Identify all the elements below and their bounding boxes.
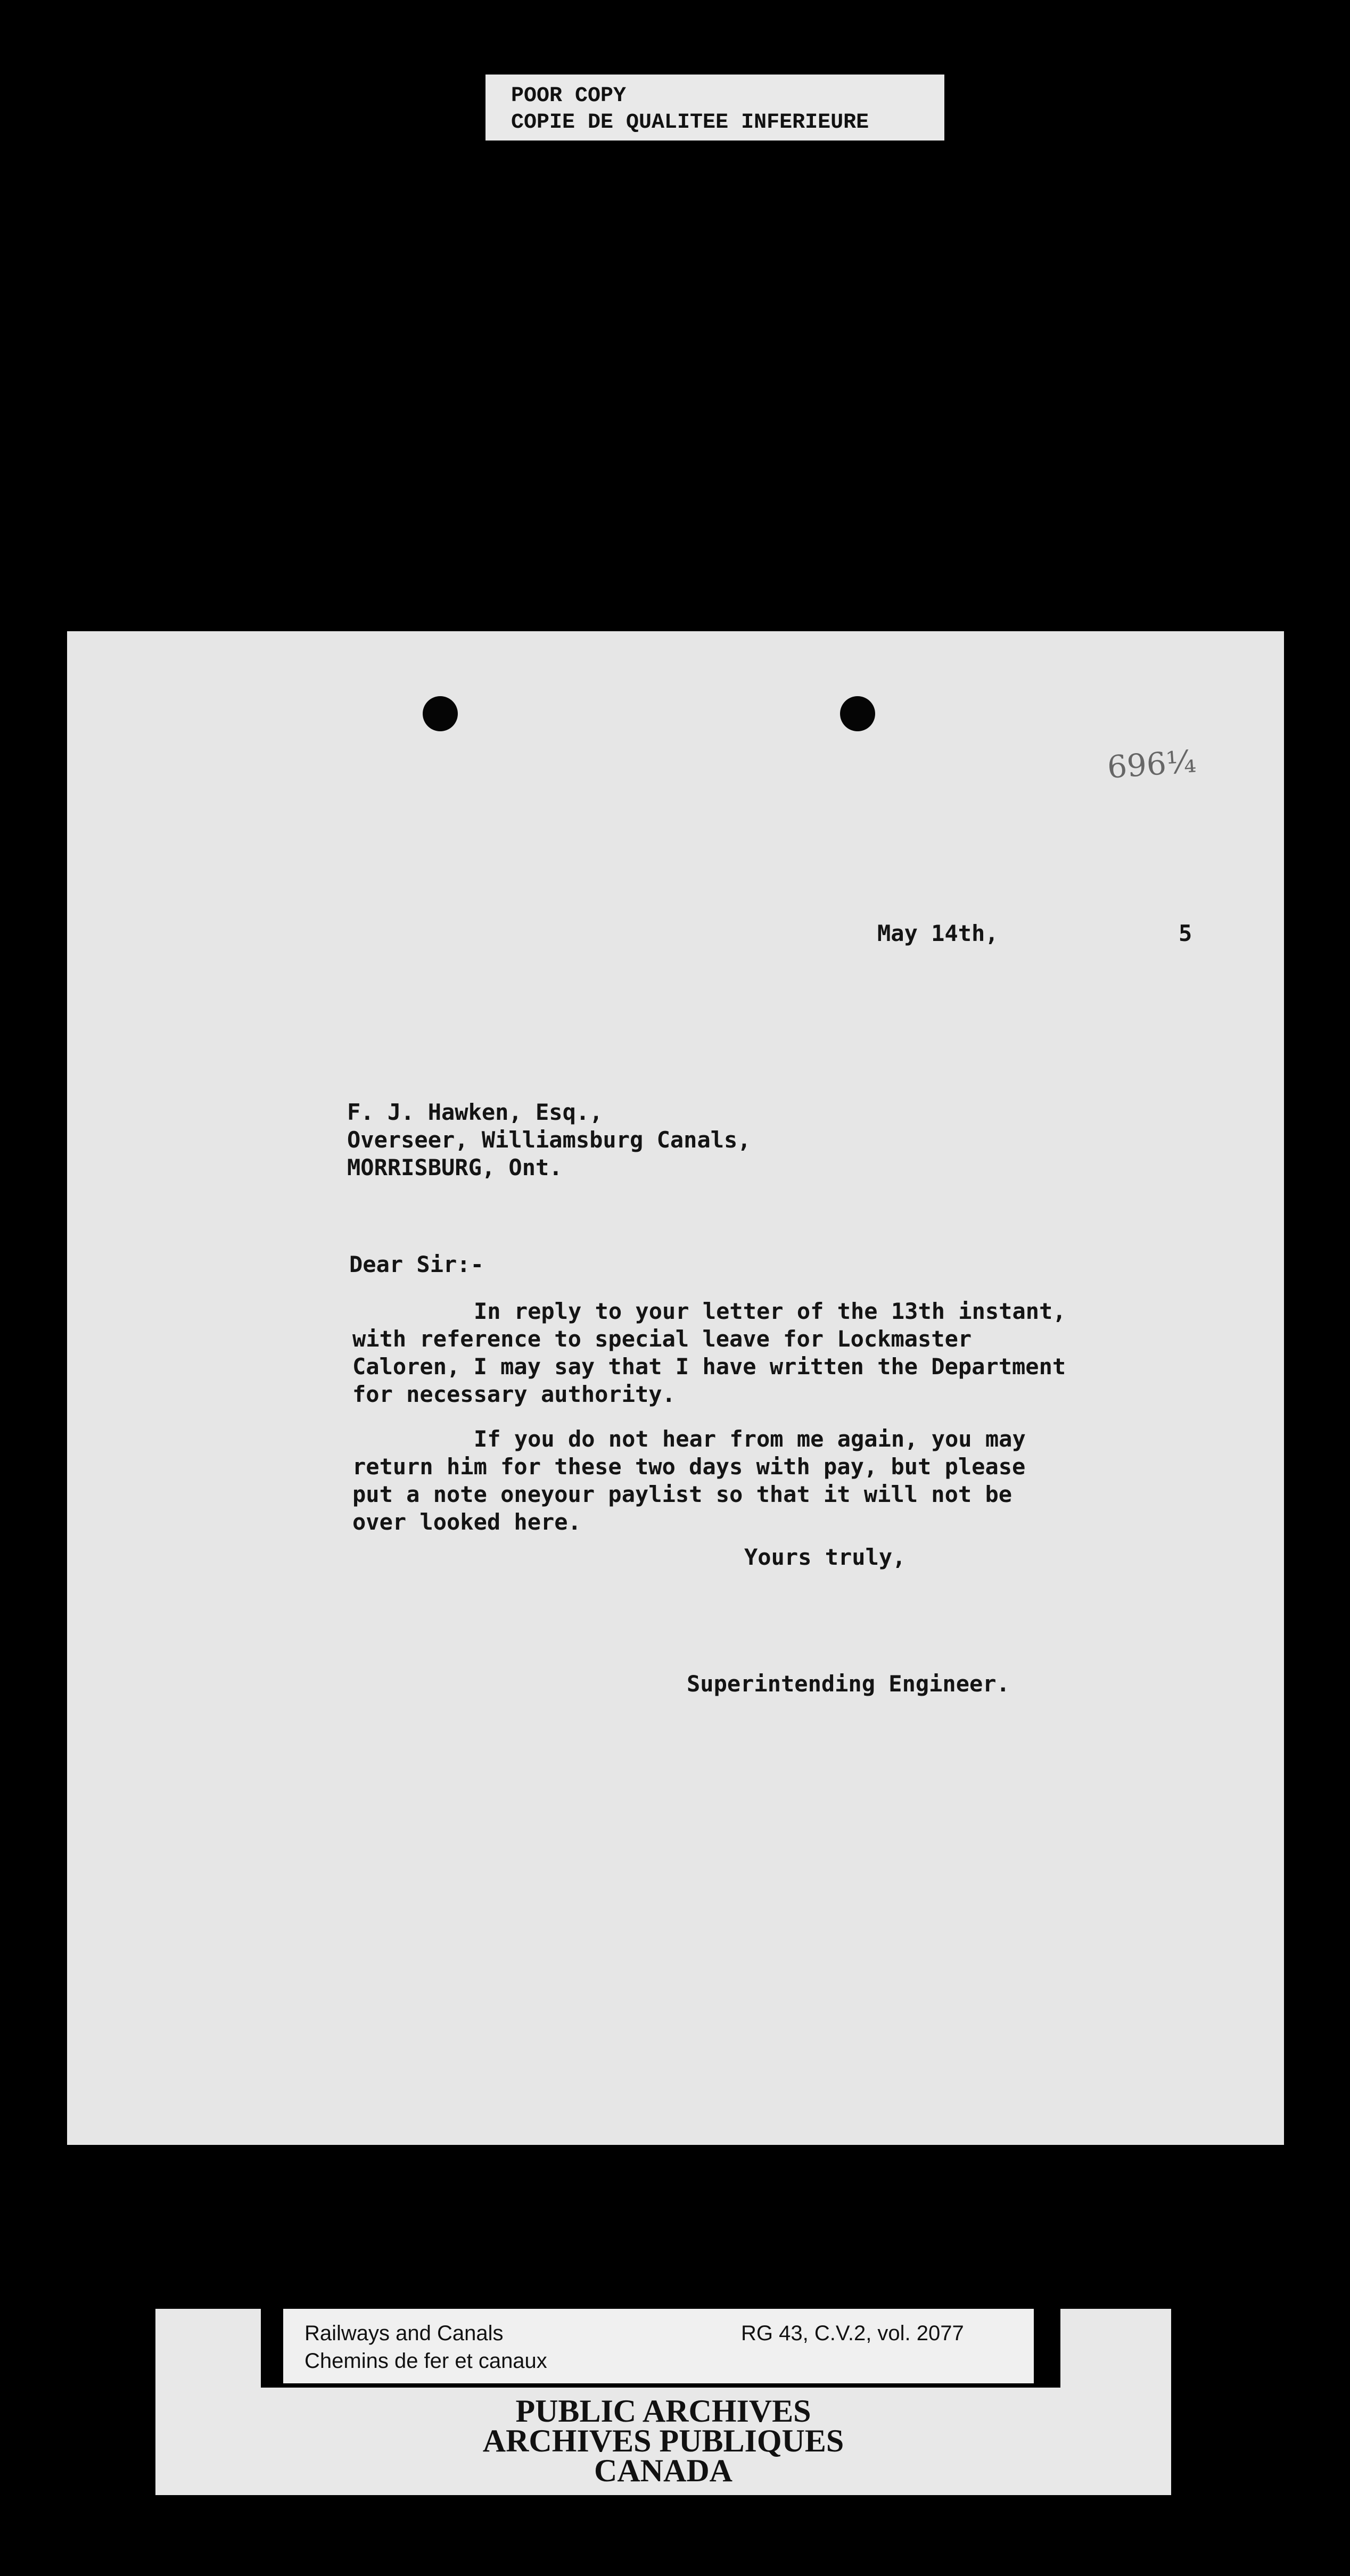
- collection-french: Chemins de fer et canaux: [304, 2349, 547, 2373]
- punch-hole-right: [840, 696, 875, 731]
- address-line: MORRISBURG, Ont.: [347, 1154, 563, 1180]
- paragraph-line: over looked here.: [352, 1509, 581, 1535]
- body-paragraph-2: [352, 1425, 1026, 1536]
- paragraph-line: Caloren, I may say that I have written the Department: [352, 1353, 1066, 1380]
- poor-copy-label: POOR COPY: [511, 84, 627, 108]
- folio-number: 696¼: [1106, 743, 1198, 786]
- institution-french: ARCHIVES PUBLIQUES: [482, 2423, 844, 2458]
- collection-names: [304, 2319, 547, 2375]
- institution-english: PUBLIC ARCHIVES: [515, 2393, 811, 2429]
- poor-copy-stamp: [485, 75, 944, 141]
- letter-page: [67, 631, 1284, 2145]
- recipient-address: [347, 1099, 751, 1182]
- collection-english: Railways and Canals: [304, 2322, 504, 2345]
- paragraph-line: for necessary authority.: [352, 1381, 676, 1407]
- paragraph-line: return him for these two days with pay, but please: [352, 1454, 1026, 1480]
- archive-reference: RG 43, C.V.2, vol. 2077: [741, 2322, 964, 2345]
- paragraph-line: with reference to special leave for Lockmaster: [352, 1326, 972, 1352]
- institution-country: CANADA: [594, 2453, 732, 2488]
- salutation: Dear Sir:-: [349, 1251, 484, 1277]
- poor-copy-label-french: COPIE DE QUALITEE INFERIEURE: [511, 111, 869, 135]
- paragraph-line: If you do not hear from me again, you may: [474, 1426, 1026, 1452]
- archives-institution: [155, 2393, 1171, 2488]
- punch-hole-left: [423, 696, 458, 731]
- address-line: F. J. Hawken, Esq.,: [347, 1099, 603, 1125]
- letter-date: May 14th,: [877, 920, 999, 946]
- paragraph-line: In reply to your letter of the 13th instant,: [474, 1298, 1066, 1324]
- paragraph-line: put a note oneyour paylist so that it will not be: [352, 1481, 1012, 1507]
- closing: Yours truly,: [744, 1544, 906, 1570]
- archive-reference-card: [283, 2309, 1034, 2383]
- page-number: 5: [1179, 920, 1192, 946]
- body-paragraph-1: [352, 1298, 1066, 1408]
- signature-title: Superintending Engineer.: [687, 1671, 1010, 1697]
- address-line: Overseer, Williamsburg Canals,: [347, 1127, 751, 1153]
